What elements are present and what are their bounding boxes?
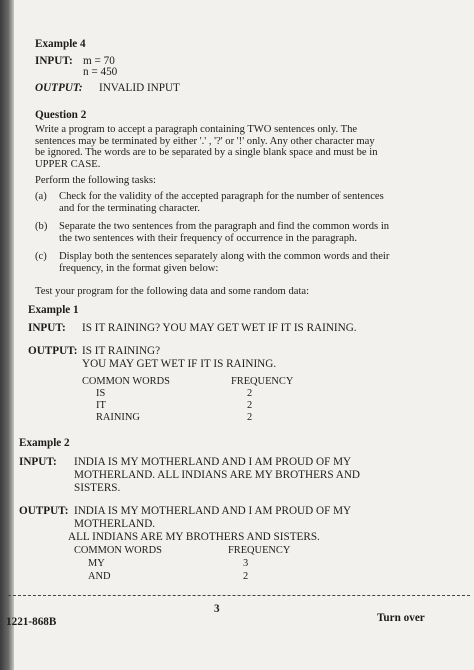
example-1-frequency: 2 bbox=[247, 412, 253, 423]
example-2-word: MY bbox=[88, 558, 105, 569]
example-1-word: IT bbox=[96, 400, 106, 411]
example-4-output-value: INVALID INPUT bbox=[99, 82, 180, 94]
example-4-input-label: INPUT: bbox=[35, 55, 73, 67]
example-2-output-label: OUTPUT: bbox=[19, 505, 69, 517]
turn-over-note: Turn over bbox=[377, 612, 425, 624]
page-divider bbox=[8, 595, 470, 596]
task-c-text: Display both the sentences separately along with the common words and their bbox=[59, 251, 390, 262]
example-1-word: IS bbox=[96, 388, 106, 399]
task-a-text: Check for the validity of the accepted paragraph for the number of sentences bbox=[59, 191, 384, 202]
example-4-output-label: OUTPUT: bbox=[35, 82, 83, 94]
example-2-heading: Example 2 bbox=[19, 437, 70, 449]
test-instruction: Test your program for the following data and some random data: bbox=[35, 286, 310, 297]
question-intro-line: Write a program to accept a paragraph containing TWO sentences only. The bbox=[35, 124, 358, 135]
example-1-heading: Example 1 bbox=[28, 304, 79, 316]
example-1-word: RAINING bbox=[96, 412, 140, 423]
task-b-text: the two sentences with their frequency of occurrence in the paragraph. bbox=[59, 232, 357, 244]
example-1-output-line: YOU MAY GET WET IF IT IS RAINING. bbox=[82, 358, 277, 370]
task-c-text: frequency, in the format given below: bbox=[59, 262, 219, 274]
perform-tasks-text: Perform the following tasks: bbox=[35, 175, 156, 186]
example-2-common-words-header: COMMON WORDS bbox=[74, 545, 162, 556]
scan-shadow-edge bbox=[0, 0, 14, 670]
example-1-input-value: IS IT RAINING? YOU MAY GET WET IF IT IS RAINING. bbox=[82, 322, 357, 334]
task-b-label: (b) bbox=[35, 221, 48, 232]
paper-code: 1221-868B bbox=[6, 616, 57, 628]
example-1-output-line: IS IT RAINING? bbox=[82, 345, 161, 357]
task-c-label: (c) bbox=[35, 251, 47, 262]
example-2-frequency: 2 bbox=[243, 571, 249, 582]
example-1-frequency: 2 bbox=[247, 388, 253, 399]
example-1-frequency: 2 bbox=[247, 400, 253, 411]
example-2-word: AND bbox=[88, 571, 111, 582]
example-2-input-line: INDIA IS MY MOTHERLAND AND I AM PROUD OF MY bbox=[74, 456, 352, 468]
example-1-input-label: INPUT: bbox=[28, 322, 66, 334]
question-intro-line: sentences may be terminated by either '.' , '?' or '!' only. Any other character may bbox=[35, 135, 375, 147]
task-a-label: (a) bbox=[35, 191, 47, 202]
example-2-input-line: SISTERS. bbox=[74, 482, 121, 494]
task-b-text: Separate the two sentences from the paragraph and find the common words in bbox=[59, 221, 390, 232]
example-1-common-words-header: COMMON WORDS bbox=[82, 376, 170, 387]
question-intro-line: be ignored. The words are to be separated by a single blank space and must be in bbox=[35, 147, 378, 158]
example-2-output-line: INDIA IS MY MOTHERLAND AND I AM PROUD OF MY bbox=[74, 505, 352, 517]
task-a-text: and for the terminating character. bbox=[59, 202, 200, 214]
example-2-output-line: ALL INDIANS ARE MY BROTHERS AND SISTERS. bbox=[68, 531, 320, 543]
example-4-heading: Example 4 bbox=[35, 38, 86, 50]
example-1-frequency-header: FREQUENCY bbox=[231, 376, 294, 387]
question-intro-line: UPPER CASE. bbox=[35, 158, 101, 170]
example-4-n-value: n = 450 bbox=[83, 66, 118, 78]
example-1-output-label: OUTPUT: bbox=[28, 345, 78, 357]
example-4-m-value: m = 70 bbox=[83, 55, 115, 67]
page-number: 3 bbox=[214, 603, 220, 615]
example-2-frequency: 3 bbox=[243, 558, 249, 569]
question-heading: Question 2 bbox=[35, 109, 87, 121]
example-2-input-line: MOTHERLAND. ALL INDIANS ARE MY BROTHERS AND bbox=[74, 469, 361, 481]
example-2-frequency-header: FREQUENCY bbox=[228, 545, 291, 556]
example-2-input-label: INPUT: bbox=[19, 456, 57, 468]
example-2-output-line: MOTHERLAND. bbox=[74, 518, 156, 530]
